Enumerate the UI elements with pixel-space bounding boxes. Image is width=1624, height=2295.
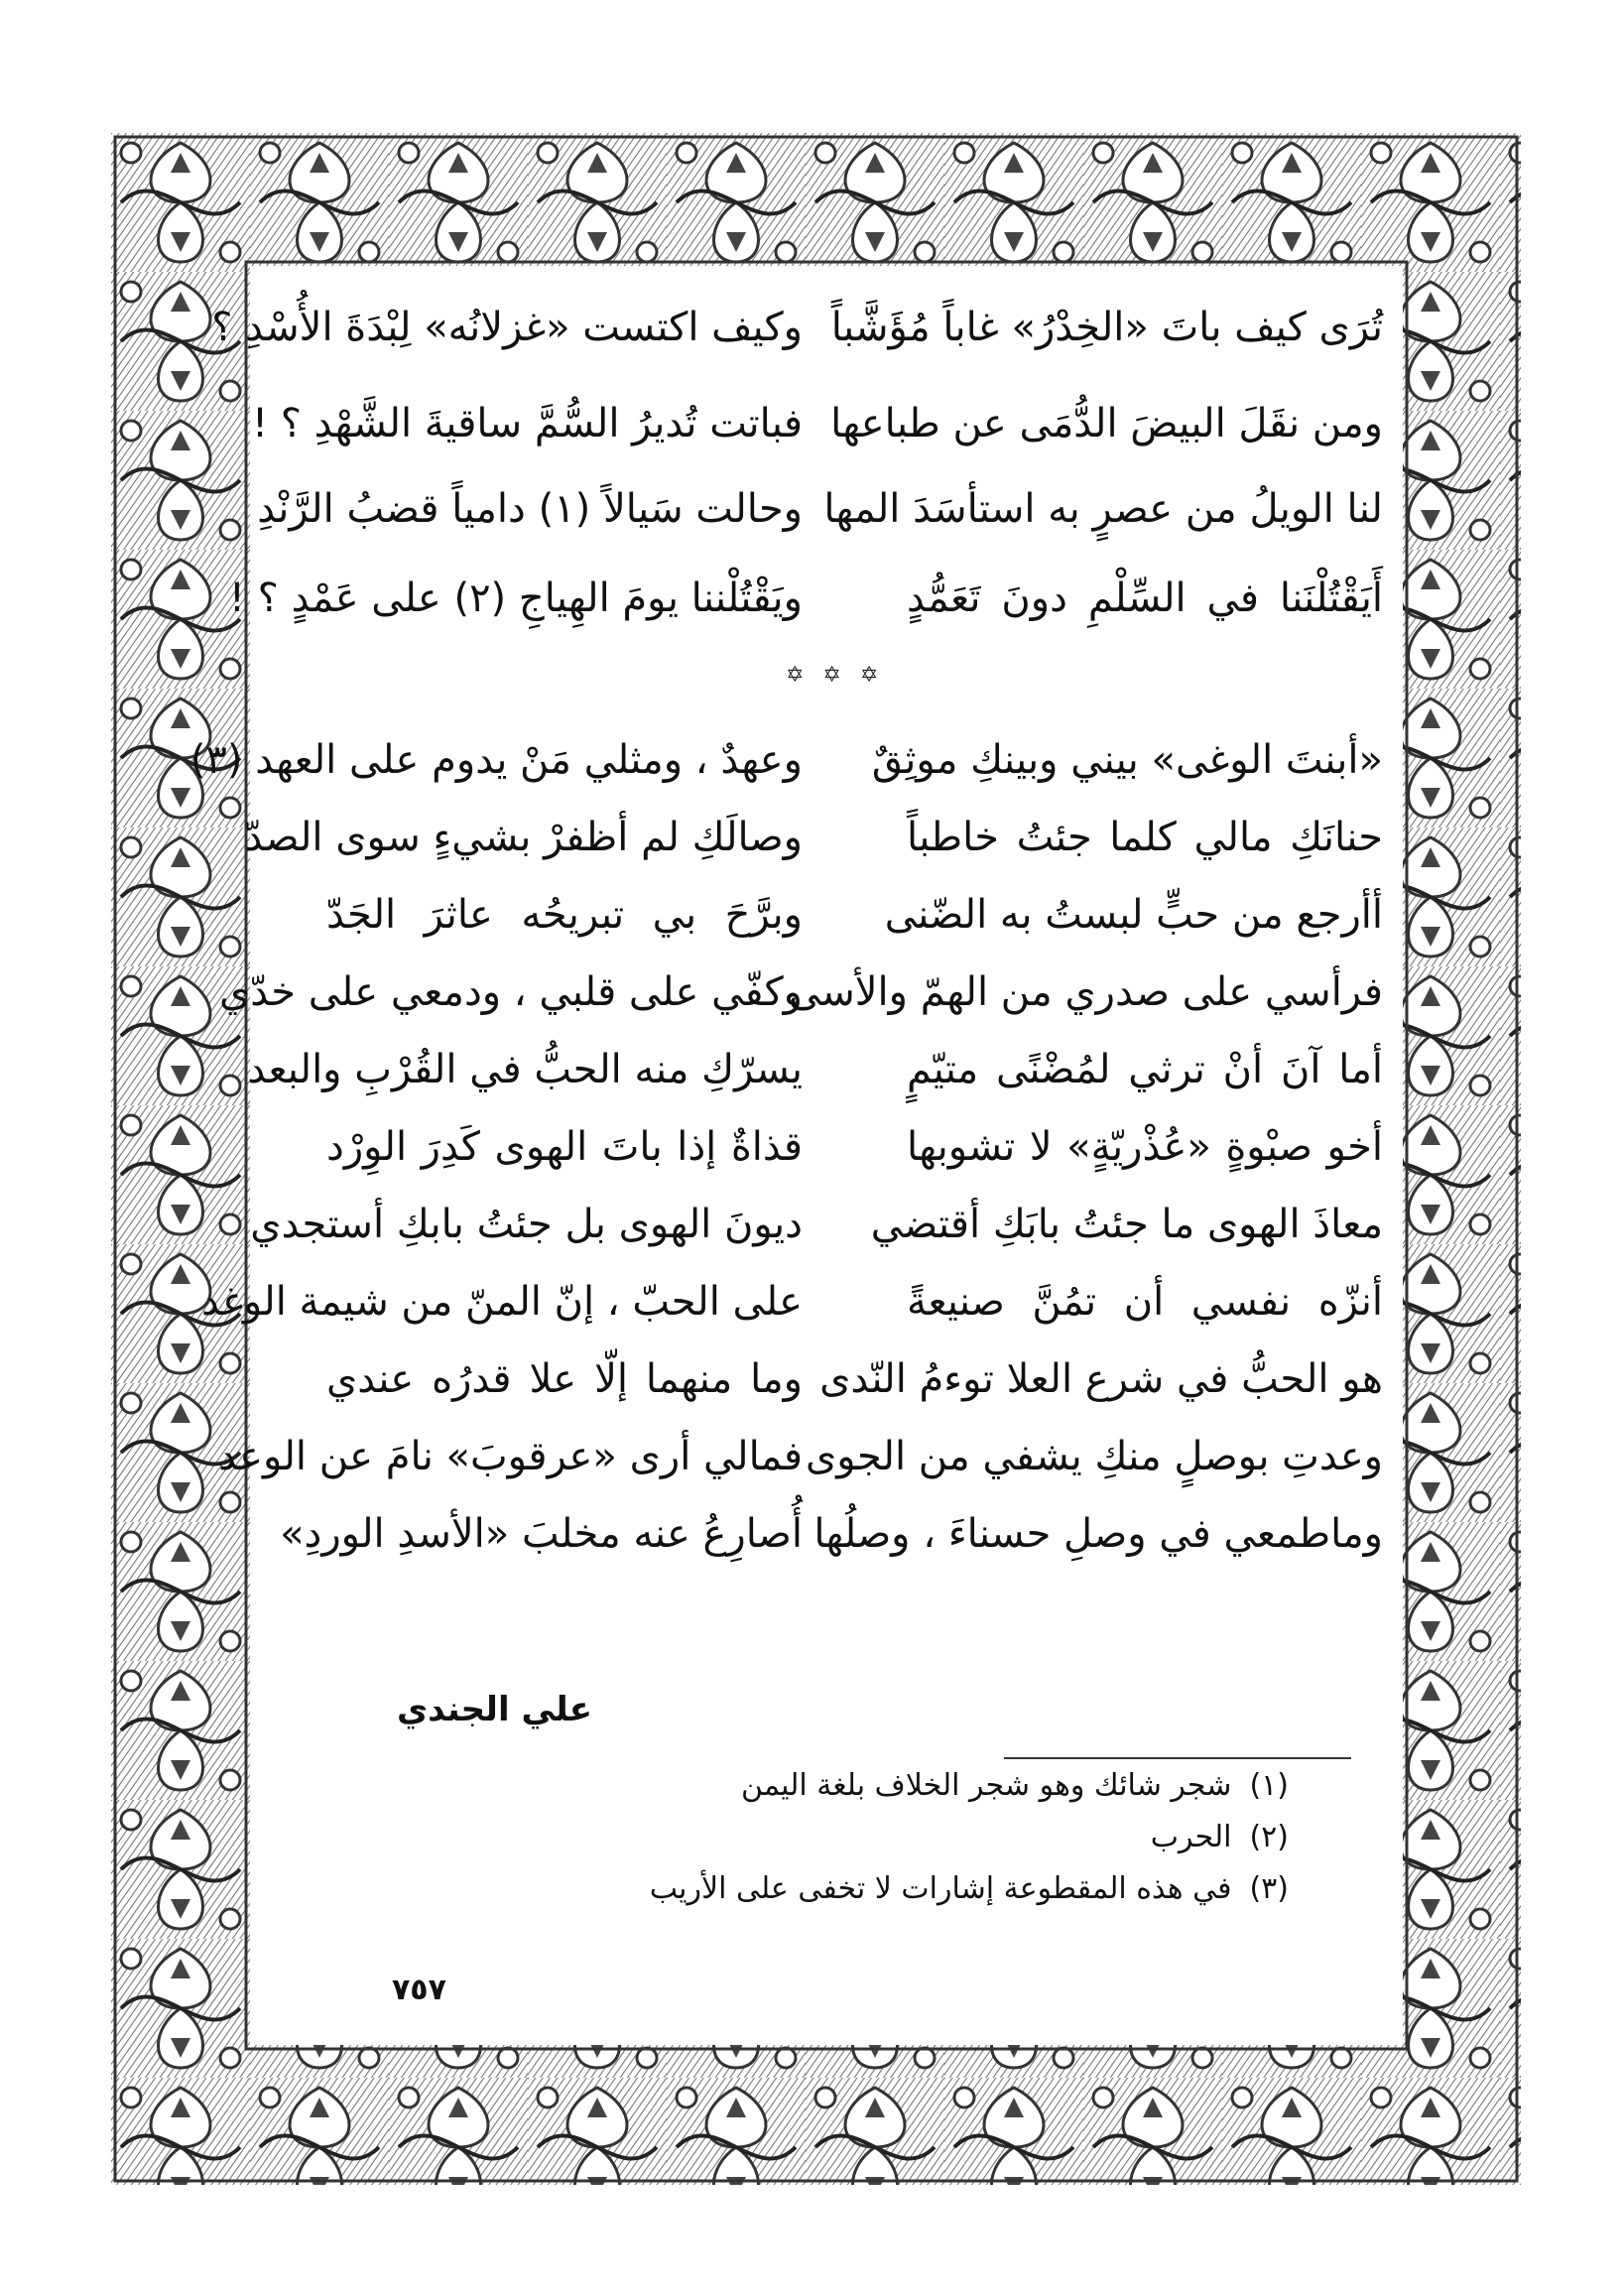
verse-line: [250, 1190, 1403, 1259]
footnote: [650, 1865, 1289, 1913]
verse-line: [247, 1035, 1403, 1104]
footnote-number: (١): [1249, 1768, 1289, 1803]
verse-second-hemistich: ويَقْتُلْننا يومَ الهِياجِ (٢) على عَمْدٍ ؟ !: [228, 575, 803, 621]
verse-second-hemistich: وبرَّحَ بي تبريحُه عاثرَ الجَدّ: [326, 892, 803, 938]
verse-second-hemistich: وكيف اكتست «غزلانُه» لِبْدَةَ الأُسْدِ ؟: [211, 305, 803, 350]
verse-first-hemistich: أأرجع من حبٍّ لبستُ به الضّنى: [884, 892, 1383, 938]
footnote-text: الحرب: [1150, 1820, 1232, 1854]
footnote: [1151, 1814, 1289, 1861]
verse-first-hemistich: أَيَقْتُلْنَنا في السِّلْمِ دونَ تَعَمُّدٍ: [907, 575, 1383, 621]
verse-line: [250, 880, 1403, 950]
verse-second-hemistich: وكفّي على قلبي ، ودمعي على خدّي: [218, 969, 803, 1015]
footnote: [741, 1762, 1289, 1810]
verse-line: [250, 1499, 1403, 1569]
footnote-number: (٣): [1249, 1871, 1289, 1906]
verse-first-hemistich: تُرَى كيف باتَ «الخِدْرُ» غاباً مُؤَشَّباً: [830, 305, 1383, 350]
verse-first-hemistich: معاذَ الهوى ما جئتُ بابَكِ أقتضي: [870, 1202, 1383, 1247]
verse-first-hemistich: وعدتِ بوصلٍ منكِ يشفي من الجوى: [805, 1434, 1383, 1479]
author-signature: علي الجندي: [397, 1690, 592, 1729]
verse-second-hemistich: وصالَكِ لم أظفرْ بشيءٍ سوى الصدّ: [244, 815, 803, 860]
verse-first-hemistich: لنا الويلُ من عصرٍ به استأسَدَ المها: [823, 486, 1383, 532]
verse-second-hemistich: ديونَ الهوى بل جئتُ بابكِ أستجدي: [250, 1202, 803, 1247]
verse-first-hemistich: أنزّه نفسي أن تمُنَّ صنيعةً: [907, 1279, 1383, 1325]
verse-second-hemistich: وعهدٌ ، ومثلي مَنْ يدوم على العهد (٣): [189, 737, 803, 783]
page-content: [189, 266, 1403, 2045]
verse-line: [250, 1112, 1403, 1182]
verse-line: [211, 293, 1403, 362]
verse-second-hemistich: على الحبّ ، إنّ المنّ من شيمة الوغد: [200, 1279, 803, 1325]
verse-first-hemistich: وماطمعي في وصلِ حسناءَ ، وصلُها: [813, 1511, 1383, 1557]
verse-line: [189, 725, 1403, 795]
footnote-number: (٢): [1249, 1820, 1289, 1854]
verse-line: [228, 564, 1403, 633]
verse-line: [218, 1422, 1403, 1491]
footnote-text: في هذه المقطوعة إشارات لا تخفى على الأريب: [649, 1871, 1232, 1906]
verse-first-hemistich: فرأسي على صدري من الهمّ والأسى: [788, 969, 1383, 1015]
verse-second-hemistich: قذاةٌ إذا باتَ الهوى كَدِرَ الوِرْد: [326, 1124, 803, 1170]
verse-second-hemistich: أُصارِعُ عنه مخلبَ «الأسدِ الوردِ»: [280, 1511, 803, 1557]
verse-first-hemistich: أخو صبْوةٍ «عُذْريّةٍ» لا تشوبها: [907, 1124, 1383, 1170]
page-number: ٧٥٧: [392, 1973, 446, 2007]
verse-second-hemistich: فباتت تُديرُ السُّمَّ ساقيةَ الشَّهْدِ ؟ !: [251, 401, 803, 446]
verse-first-hemistich: ومن نقَلَ البيضَ الدُّمَى عن طباعها: [830, 401, 1383, 446]
verse-first-hemistich: أما آنَ أنْ ترثي لمُضْنًى متيّمٍ: [907, 1047, 1383, 1092]
verse-second-hemistich: يسرّكِ منه الحبُّ في القُرْبِ والبعد: [247, 1047, 803, 1092]
verse-first-hemistich: «أبنتَ الوغى» بيني وبينكِ موثِقٌ: [871, 737, 1383, 783]
verse-second-hemistich: وما منهما إلّا علا قدرُه عندي: [326, 1356, 803, 1402]
verse-second-hemistich: فمالي أرى «عرقوبَ» نامَ عن الوعد: [218, 1434, 803, 1479]
footnote-divider: [1004, 1757, 1351, 1759]
verse-line: [250, 1344, 1403, 1414]
verse-line: [244, 803, 1403, 872]
verse-first-hemistich: حنانَكِ مالي كلما جئتُ خاطباً: [907, 815, 1383, 860]
verse-line: [250, 474, 1403, 544]
star-separator-icon: ✡ ✡ ✡: [786, 663, 885, 688]
verse-first-hemistich: هو الحبُّ في شرع العلا توءمُ النّدى: [819, 1356, 1383, 1402]
verse-line: [218, 957, 1403, 1027]
footnote-text: شجر شائك وهو شجر الخلاف بلغة اليمن: [741, 1768, 1232, 1803]
verse-line: [250, 389, 1403, 458]
verse-line: [200, 1267, 1403, 1337]
verse-second-hemistich: وحالت سَيالاً (١) دامياً قضبُ الرَّنْدِ: [257, 486, 803, 532]
